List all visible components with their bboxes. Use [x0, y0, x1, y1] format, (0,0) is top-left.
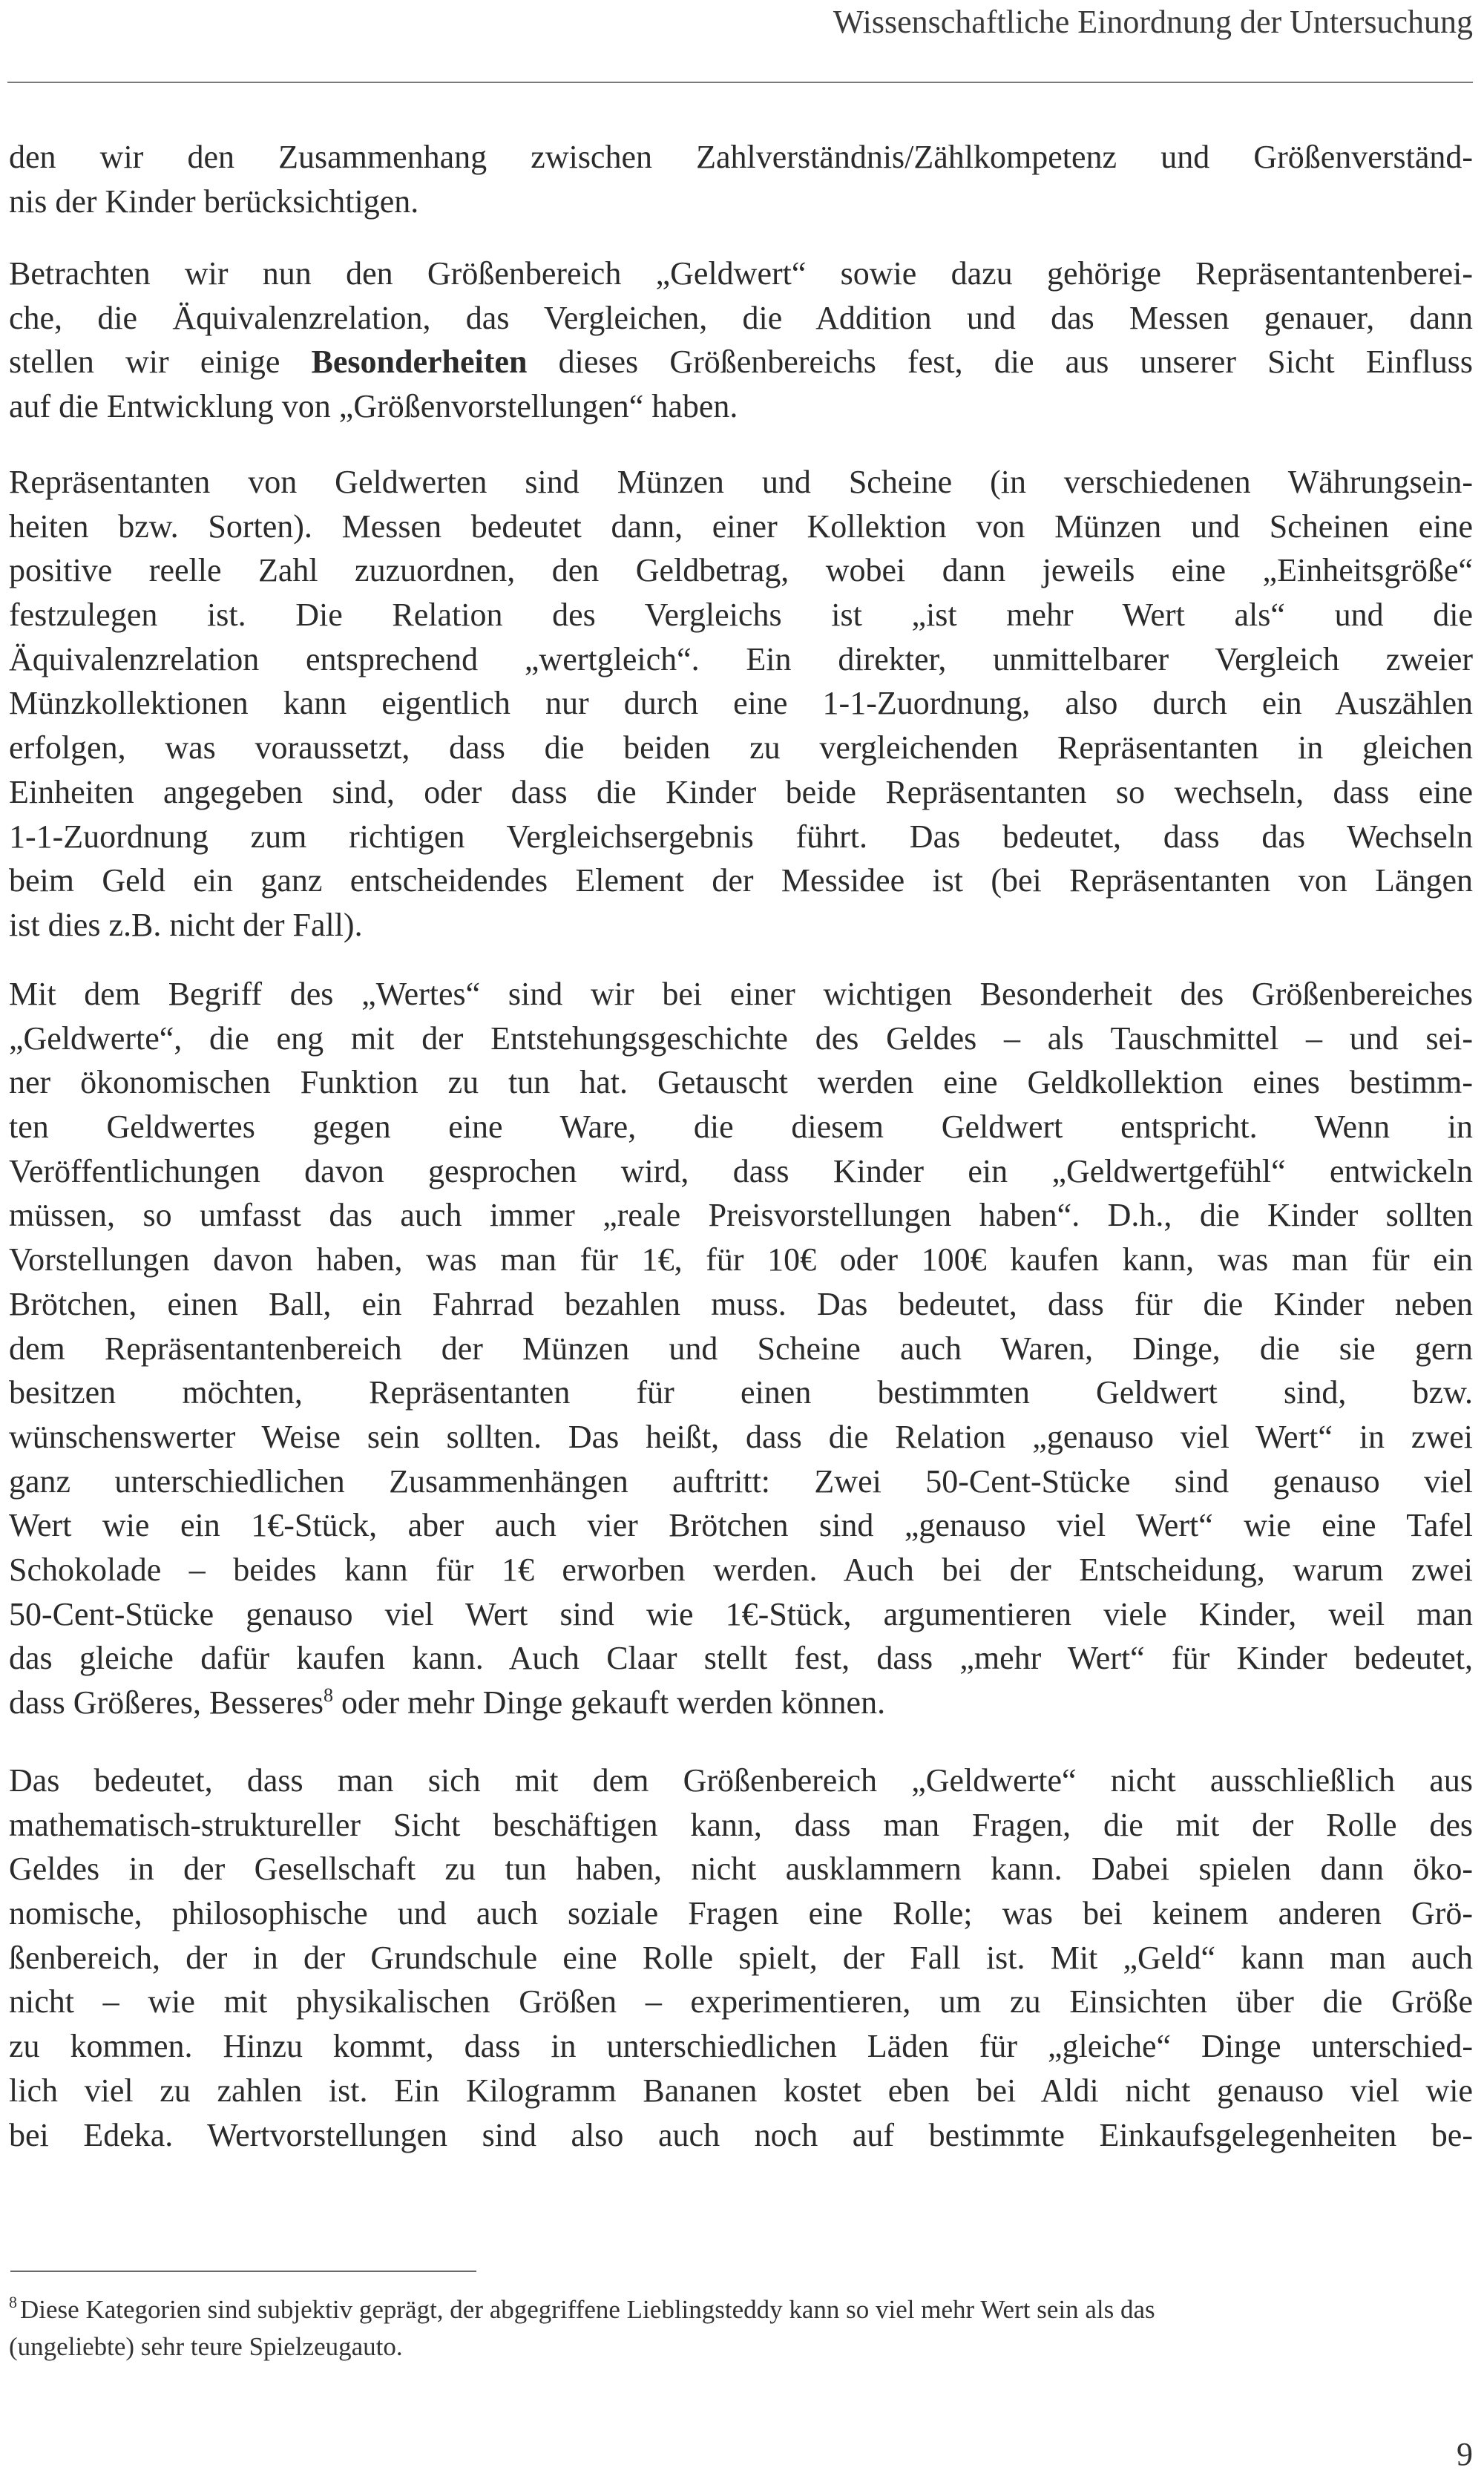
text-line: nicht – wie mit physikalischen Größen – experimentieren, um zu Einsichten über die Größe — [9, 1983, 1473, 2020]
emphasis-text: Besonderheiten — [311, 344, 528, 381]
text-line: Veröffentlichungen davon gesprochen wird, dass Kinder ein „Geldwertgefühl“ entwickeln — [9, 1152, 1473, 1189]
text-line: ßenbereich, der in der Grundschule eine Rolle spielt, der Fall ist. Mit „Geld“ kann man auch — [9, 1939, 1473, 1976]
text-line: Vorstellungen davon haben, was man für 1€, für 10€ oder 100€ kaufen kann, was man für ein — [9, 1241, 1473, 1278]
paragraph-3 — [9, 460, 1473, 948]
text-line: Geldes in der Gesellschaft zu tun haben, nicht ausklammern kann. Dabei spielen dann öko- — [9, 1851, 1473, 1888]
running-header-title: Wissenschaftliche Einordnung der Untersuchung — [833, 4, 1473, 40]
header-rule — [7, 82, 1473, 83]
text-line: mathematisch-struktureller Sicht beschäftigen kann, dass man Fragen, die mit der Rolle des — [9, 1806, 1473, 1843]
text-line: dem Repräsentantenbereich der Münzen und Scheine auch Waren, Dinge, die sie gern — [9, 1330, 1473, 1367]
text-line — [9, 340, 1473, 384]
text-line: Schokolade – beides kann für 1€ erworben werden. Auch bei der Entscheidung, warum zwei — [9, 1551, 1473, 1588]
footnote-line — [9, 2291, 1463, 2328]
text-line: Wert wie ein 1€-Stück, aber auch vier Brötchen sind „genauso viel Wert“ wie eine Tafel — [9, 1507, 1473, 1544]
text-line: Betrachten wir nun den Größenbereich „Geldwert“ sowie dazu gehörige Repräsentantenberei- — [9, 255, 1473, 292]
text-segment: stellen wir einige — [9, 344, 312, 381]
text-line: Münzkollektionen kann eigentlich nur durch eine 1-1-Zuordnung, also durch ein Auszählen — [9, 685, 1473, 722]
text-line: Brötchen, einen Ball, ein Fahrrad bezahlen muss. Das bedeutet, dass für die Kinder neben — [9, 1285, 1473, 1322]
text-line: Mit dem Begriff des „Wertes“ sind wir bei einer wichtigen Besonderheit des Größenbereiches — [9, 976, 1473, 1012]
text-segment: dass Größeres, Besseres — [9, 1684, 324, 1721]
text-line — [9, 1681, 1473, 1725]
text-line: lich viel zu zahlen ist. Ein Kilogramm Bananen kostet eben bei Aldi nicht genauso viel wie — [9, 2072, 1473, 2109]
footnote-line: (ungeliebte) sehr teure Spielzeugauto. — [9, 2332, 403, 2361]
text-line: den wir den Zusammenhang zwischen Zahlverständnis/Zählkompetenz und Größenverständ- — [9, 139, 1473, 175]
text-line: bei Edeka. Wertvorstellungen sind also auch noch auf bestimmte Einkaufsgelegenheiten be- — [9, 2116, 1473, 2153]
text-line: nis der Kinder berücksichtigen. — [9, 183, 419, 220]
text-line: che, die Äquivalenzrelation, das Vergleichen, die Addition und das Messen genauer, dann — [9, 299, 1473, 336]
text-line: positive reelle Zahl zuzuordnen, den Geldbetrag, wobei dann jeweils eine „Einheitsgröße“ — [9, 552, 1473, 589]
footnote-text: Diese Kategorien sind subjektiv geprägt, der abgegriffene Lieblingsteddy kann so viel mehr Wert sein als das — [20, 2295, 1155, 2324]
text-line: ganz unterschiedlichen Zusammenhängen auftritt: Zwei 50-Cent-Stücke sind genauso viel — [9, 1462, 1473, 1500]
page-number: 9 — [1457, 2436, 1473, 2472]
text-line: heiten bzw. Sorten). Messen bedeutet dann, einer Kollektion von Münzen und Scheinen eine — [9, 508, 1473, 545]
text-line: Einheiten angegeben sind, oder dass die Kinder beide Repräsentanten so wechseln, dass eine — [9, 773, 1473, 810]
text-line: Äquivalenzrelation entsprechend „wertgleich“. Ein direkter, unmittelbarer Vergleich zweier — [9, 640, 1473, 677]
text-line: ten Geldwertes gegen eine Ware, die diesem Geldwert entspricht. Wenn in — [9, 1109, 1473, 1146]
text-line: erfolgen, was voraussetzt, dass die beiden zu vergleichenden Repräsentanten in gleichen — [9, 729, 1473, 766]
text-line: zu kommen. Hinzu kommt, dass in unterschiedlichen Läden für „gleiche“ Dinge unterschied- — [9, 2028, 1473, 2065]
text-line: müssen, so umfasst das auch immer „reale Preisvorstellungen haben“. D.h., die Kinder sollten — [9, 1197, 1473, 1234]
text-line: wünschenswerter Weise sein sollten. Das heißt, dass die Relation „genauso viel Wert“ in zwei — [9, 1418, 1473, 1455]
text-line: ist dies z.B. nicht der Fall). — [9, 906, 363, 943]
text-line: Das bedeutet, dass man sich mit dem Größenbereich „Geldwerte“ nicht ausschließlich aus — [9, 1762, 1473, 1799]
paragraph-4 — [9, 972, 1473, 1725]
text-line: das gleiche dafür kaufen kann. Auch Claar stellt fest, dass „mehr Wert“ für Kinder bedeutet, — [9, 1640, 1473, 1677]
text-line: 1-1-Zuordnung zum richtigen Vergleichsergebnis führt. Das bedeutet, dass das Wechseln — [9, 818, 1473, 855]
text-line: festzulegen ist. Die Relation des Vergleichs ist „ist mehr Wert als“ und die — [9, 597, 1473, 634]
paragraph-5 — [9, 1759, 1473, 2157]
paragraph-1 — [9, 135, 1473, 223]
footnote-rule — [10, 2271, 476, 2272]
text-line: besitzen möchten, Repräsentanten für einen bestimmten Geldwert sind, bzw. — [9, 1374, 1473, 1411]
text-line: auf die Entwicklung von „Größenvorstellungen“ haben. — [9, 388, 738, 425]
footnote — [9, 2291, 1463, 2366]
text-line: 50-Cent-Stücke genauso viel Wert sind wie 1€-Stück, argumentieren viele Kinder, weil man — [9, 1595, 1473, 1632]
text-segment: dieses Größenbereichs fest, die aus unserer Sicht Einfluss — [527, 344, 1474, 381]
footnote-marker: 8 — [9, 2293, 17, 2311]
text-line: Repräsentanten von Geldwerten sind Münzen und Scheine (in verschiedenen Währungsein- — [9, 464, 1473, 500]
paragraph-2 — [9, 252, 1473, 429]
text-line: ner ökonomischen Funktion zu tun hat. Getauscht werden eine Geldkollektion eines bestimm- — [9, 1064, 1473, 1101]
text-line: „Geldwerte“, die eng mit der Entstehungsgeschichte des Geldes – als Tauschmittel – und sei- — [9, 1020, 1473, 1057]
text-line: beim Geld ein ganz entscheidendes Element der Messidee ist (bei Repräsentanten von Längen — [9, 862, 1473, 899]
footnote-reference: 8 — [324, 1684, 333, 1706]
text-line: nomische, philosophische und auch soziale Fragen eine Rolle; was bei keinem anderen Grö- — [9, 1895, 1473, 1932]
text-segment: oder mehr Dinge gekauft werden können. — [333, 1684, 886, 1721]
